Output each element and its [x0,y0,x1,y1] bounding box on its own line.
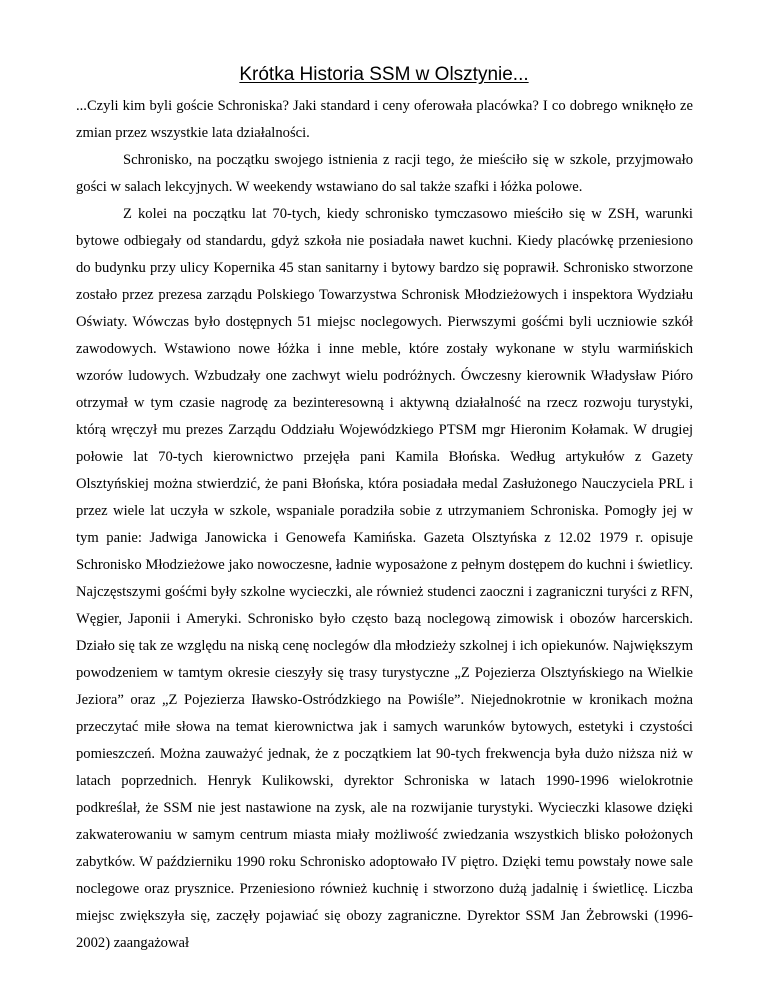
document-body [76,93,693,957]
intro-paragraph: ...Czyli kim byli goście Schroniska? Jaki standard i ceny oferowała placówka? I co dobrego wniknęło ze zmian przez wszystkie lata działalności. [76,98,693,141]
paragraph-school-beginnings: Schronisko, na początku swojego istnienia z racji tego, że mieściło się w szkole, przyjmowało gości w salach lekcyjnych. W weekendy wstawiano do sal także szafki i łóżka polowe. [76,152,693,195]
page-title: Krótka Historia SSM w Olsztynie... [239,64,529,85]
paragraph-history-70s-90s: Z kolei na początku lat 70-tych, kiedy schronisko tymczasowo mieściło się w ZSH, warunki bytowe odbiegały od standardu, gdyż szkoła nie posiadała nawet kuchni. Kiedy placówkę przeniesiono do budynku przy ulicy Kopernika 45 stan sanitarny i bytowy bardzo się poprawił. Schronisko stworzone zostało przez prezesa zarządu Polskiego Towarzystwa Schronisk Młodzieżowych i inspektora Wydziału Oświaty. Wówczas było dostępnych 51 miejsc noclegowych. Pierwszymi gośćmi byli uczniowie szkół zawodowych. Wstawiono nowe łóżka i inne meble, które zostały wykonane w stylu warmińskich wzorów ludowych. Wzbudzały one zachwyt wielu podróżnych. Ówczesny kierownik Władysław Pióro otrzymał w tym czasie nagrodę za bezinteresowną i aktywną działalność na rzecz rozwoju turystyki, którą wręczył mu prezes Zarządu Oddziału Wojewódzkiego PTSM mgr Hieronim Kołamak. W drugiej połowie lat 70-tych kierownictwo przejęła pani Kamila Błońska. Według artykułów z Gazety Olsztyńskiej można stwierdzić, że pani Błońska, która posiadała medal Zasłużonego Nauczyciela PRL i przez wiele lat uczyła w szkole, wspaniale poradziła sobie z utrzymaniem Schroniska. Pomogły jej w tym panie: Jadwiga Janowicka i Genowefa Kamińska. Gazeta Olsztyńska z 12.02 1979 r. opisuje Schronisko Młodzieżowe jako nowoczesne, ładnie wyposażone z pełnym dostępem do kuchni i świetlicy. Najczęstszymi gośćmi były szkolne wycieczki, ale również studenci zaoczni i zagraniczni turyści z RFN, Węgier, Japonii i Ameryki. Schronisko było często bazą noclegową zimowisk i obozów harcerskich. Działo się tak ze względu na niską cenę noclegów dla młodzieży szkolnej i ich opiekunów. Największym powodzeniem w tamtym okresie cieszyły się trasy turystyczne „Z Pojezierza Olsztyńskiego na Wielkie Jeziora” oraz „Z Pojezierza Iławsko-Ostródzkiego na Powiśle”. Niejednokrotnie w kronikach można przeczytać miłe słowa na temat kierownictwa jak i samych warunków bytowych, estetyki i czystości pomieszczeń. Można zauważyć jednak, że z początkiem lat 90-tych frekwencja była dużo niższa niż w latach poprzednich. Henryk Kulikowski, dyrektor Schroniska w latach 1990-1996 wielokrotnie podkreślał, że SSM nie jest nastawione na zysk, ale na rozwijanie turystyki. Wycieczki klasowe dzięki zakwaterowaniu w samym centrum miasta miały możliwość zwiedzania wszystkich blisko położonych zabytków. W październiku 1990 roku Schronisko adoptowało IV piętro. Dzięki temu powstały nowe sale noclegowe oraz prysznice. Przeniesiono również kuchnię i stworzono dużą jadalnię i świetlicę. Liczba miejsc zwiększyła się, zaczęły pojawiać się obozy zagraniczne. Dyrektor SSM Jan Żebrowski (1996-2002) zaangażował [76,206,693,951]
